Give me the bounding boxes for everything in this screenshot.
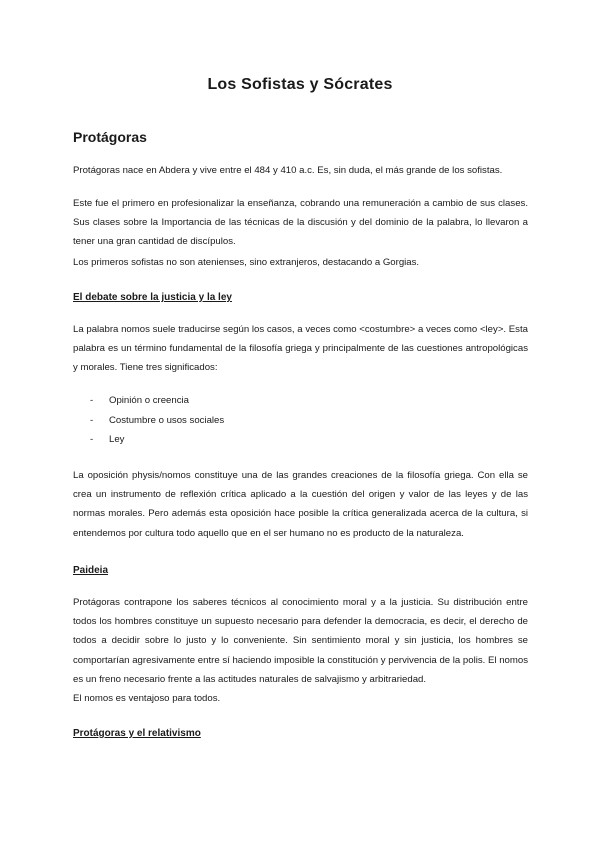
paragraph-intro: Protágoras nace en Abdera y vive entre el 484 y 410 a.c. Es, sin duda, el más grande de los sofistas. [73,165,503,176]
list-item-text: Ley [109,434,125,446]
paragraph-nomos-advantage: El nomos es ventajoso para todos. [73,693,221,704]
list-item-text: Opinión o creencia [109,395,189,406]
subheading-paideia: Paideia [73,565,109,576]
section-heading-protagoras: Protágoras [73,129,147,145]
paragraph-teaching: Este fue el primero en profesionalizar la enseñanza, cobrando una remuneración a cambio de sus clases. Sus clases sobre la Importancia de las técnicas de la discusión y del dominio de la palabra, lo llevaron a tener una gran cantidad de discípulos. [73,198,528,248]
list-item [90,411,224,431]
bullet-dash: - [90,414,94,426]
list-item [90,430,224,450]
list-item [90,391,224,411]
paragraph-nomos: La palabra nomos suele traducirse según los casos, a veces como <costumbre> a veces como <ley>. Esta palabra es un término fundamental de la filosofía griega y principalmente de las cuestiones antropológicas y morales. Tiene tres significados: [73,324,528,374]
bullet-dash: - [90,434,94,446]
list-item-text: Costumbre o usos sociales [109,414,225,426]
nomos-meanings-list [90,391,224,450]
subheading-justice-law: El debate sobre la justicia y la ley [73,292,232,303]
paragraph-physis-nomos: La oposición physis/nomos constituye una de las grandes creaciones de la filosofía griega. Con ella se crea un instrumento de reflexión crítica aplicado a la cuestión del origen y valor de las leyes y de las normas morales. Pero además esta oposición hace posible la crítica generalizada acerca de la cultura, si entendemos por cultura todo aquello que en el ser humano no es producto de la naturaleza. [73,470,528,539]
document-title: Los Sofistas y Sócrates [207,76,393,93]
paragraph-paideia: Protágoras contrapone los saberes técnicos al conocimiento moral y a la justicia. Su distribución entre todos los hombres constituye un supuesto necesario para defender la democracia, es decir, el derecho de todos a decidir sobre lo justo y lo conveniente. Sin sentimiento moral y sin justicia, los hombres se comportarían agresivamente entre sí haciendo imposible la constitución y pervivencia de la polis. El nomos es un freno necesario frente a las actitudes naturales de salvajismo y arbitrariedad. [73,597,528,685]
subheading-relativism: Protágoras y el relativismo [73,728,201,739]
bullet-dash: - [90,395,94,406]
paragraph-first-sophists: Los primeros sofistas no son atenienses, sino extranjeros, destacando a Gorgias. [73,257,420,268]
